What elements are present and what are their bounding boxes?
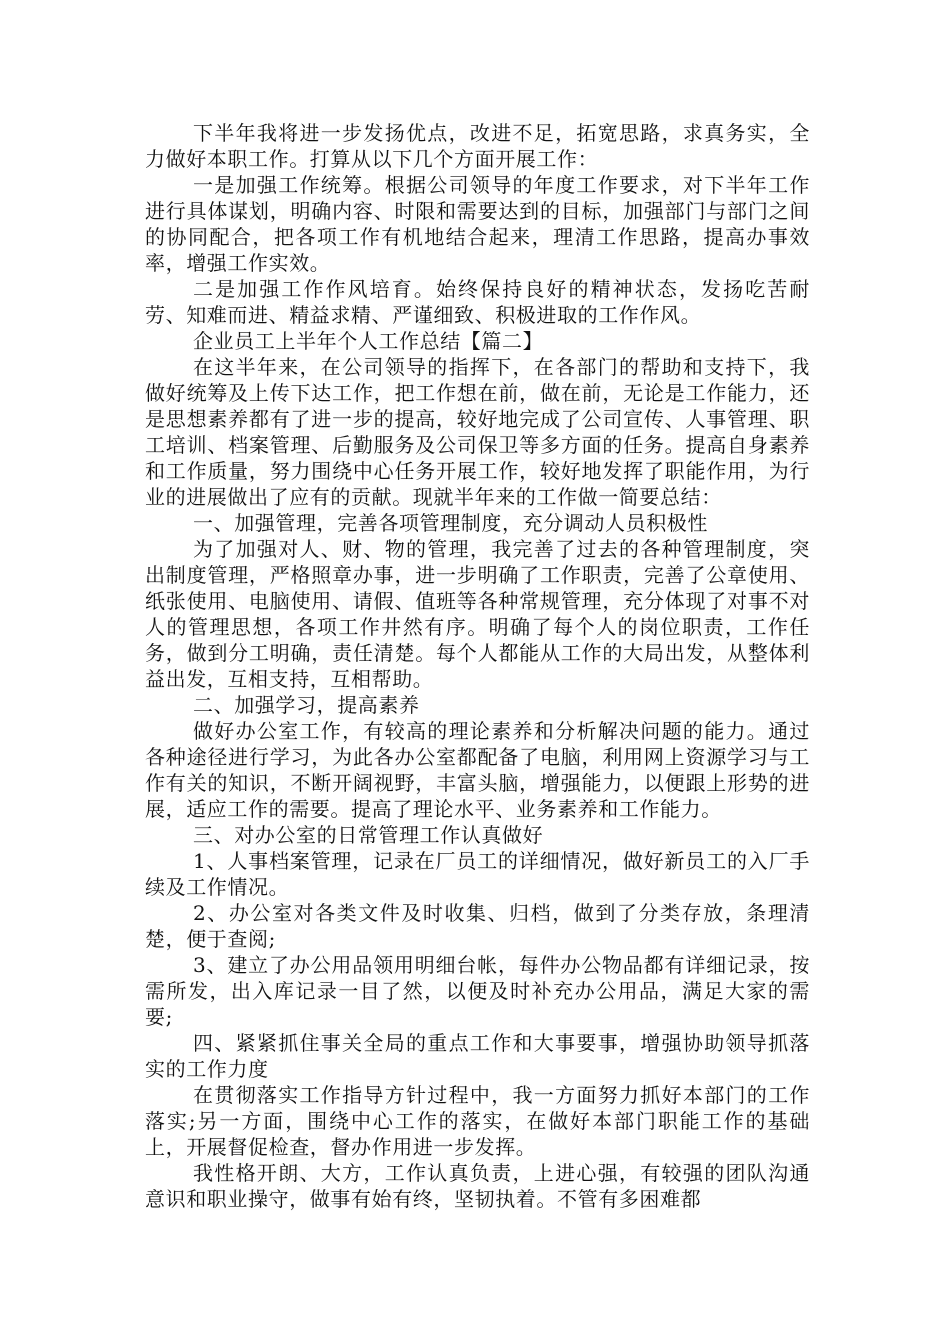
list-item: 1、人事档案管理，记录在厂员工的详细情况，做好新员工的入厂手续及工作情况。 bbox=[145, 849, 810, 899]
paragraph: 做好办公室工作，有较高的理论素养和分析解决问题的能力。通过各种途径进行学习，为此各办公室都配备了电脑，利用网上资源学习与工作有关的知识，不断开阔视野，丰富头脑，增强能力，以便跟上形势的进展，适应工作的需要。提高了理论水平、业务素养和工作能力。 bbox=[145, 719, 810, 821]
section-heading: 二、加强学习，提高素养 bbox=[193, 693, 420, 717]
paragraph: 下半年我将进一步发扬优点，改进不足，拓宽思路，求真务实，全力做好本职工作。打算从以下几个方面开展工作： bbox=[145, 121, 810, 171]
document-body bbox=[145, 120, 810, 1212]
list-item: 2、办公室对各类文件及时收集、归档，做到了分类存放，条理清楚，便于查阅; bbox=[145, 901, 810, 951]
section-heading: 四、紧紧抓住事关全局的重点工作和大事要事，增强协助领导抓落实的工作力度 bbox=[145, 1031, 810, 1081]
section-heading: 三、对办公室的日常管理工作认真做好 bbox=[193, 823, 544, 847]
list-item: 3、建立了办公用品领用明细台帐，每件办公物品都有详细记录，按需所发，出入库记录一目了然，以便及时补充办公用品，满足大家的需要; bbox=[145, 953, 810, 1029]
section-title: 企业员工上半年个人工作总结【篇二】 bbox=[193, 329, 544, 353]
paragraph: 我性格开朗、大方，工作认真负责，上进心强，有较强的团队沟通意识和职业操守，做事有始有终，坚韧执着。不管有多困难都 bbox=[145, 1161, 810, 1211]
paragraph: 一是加强工作统筹。根据公司领导的年度工作要求，对下半年工作进行具体谋划，明确内容、时限和需要达到的目标，加强部门与部门之间的协同配合，把各项工作有机地结合起来，理清工作思路，提高办事效率，增强工作实效。 bbox=[145, 173, 810, 275]
section-heading: 一、加强管理，完善各项管理制度，充分调动人员积极性 bbox=[193, 511, 708, 535]
paragraph: 在贯彻落实工作指导方针过程中，我一方面努力抓好本部门的工作落实;另一方面，围绕中心工作的落实，在做好本部门职能工作的基础上，开展督促检查，督办作用进一步发挥。 bbox=[145, 1083, 810, 1159]
paragraph: 在这半年来，在公司领导的指挥下，在各部门的帮助和支持下，我做好统筹及上传下达工作，把工作想在前，做在前，无论是工作能力，还是思想素养都有了进一步的提高，较好地完成了公司宣传、人事管理、职工培训、档案管理、后勤服务及公司保卫等多方面的任务。提高自身素养和工作质量，努力围绕中心任务开展工作，较好地发挥了职能作用，为行业的进展做出了应有的贡献。现就半年来的工作做一简要总结： bbox=[145, 355, 810, 509]
paragraph: 为了加强对人、财、物的管理，我完善了过去的各种管理制度，突出制度管理，严格照章办事，进一步明确了工作职责，完善了公章使用、纸张使用、电脑使用、请假、值班等各种常规管理，充分体现了对事不对人的管理思想，各项工作井然有序。明确了每个人的岗位职责，工作任务，做到分工明确，责任清楚。每个人都能从工作的大局出发，从整体利益出发，互相支持，互相帮助。 bbox=[145, 537, 810, 691]
paragraph: 二是加强工作作风培育。始终保持良好的精神状态，发扬吃苦耐劳、知难而进、精益求精、严谨细致、积极进取的工作作风。 bbox=[145, 277, 810, 327]
